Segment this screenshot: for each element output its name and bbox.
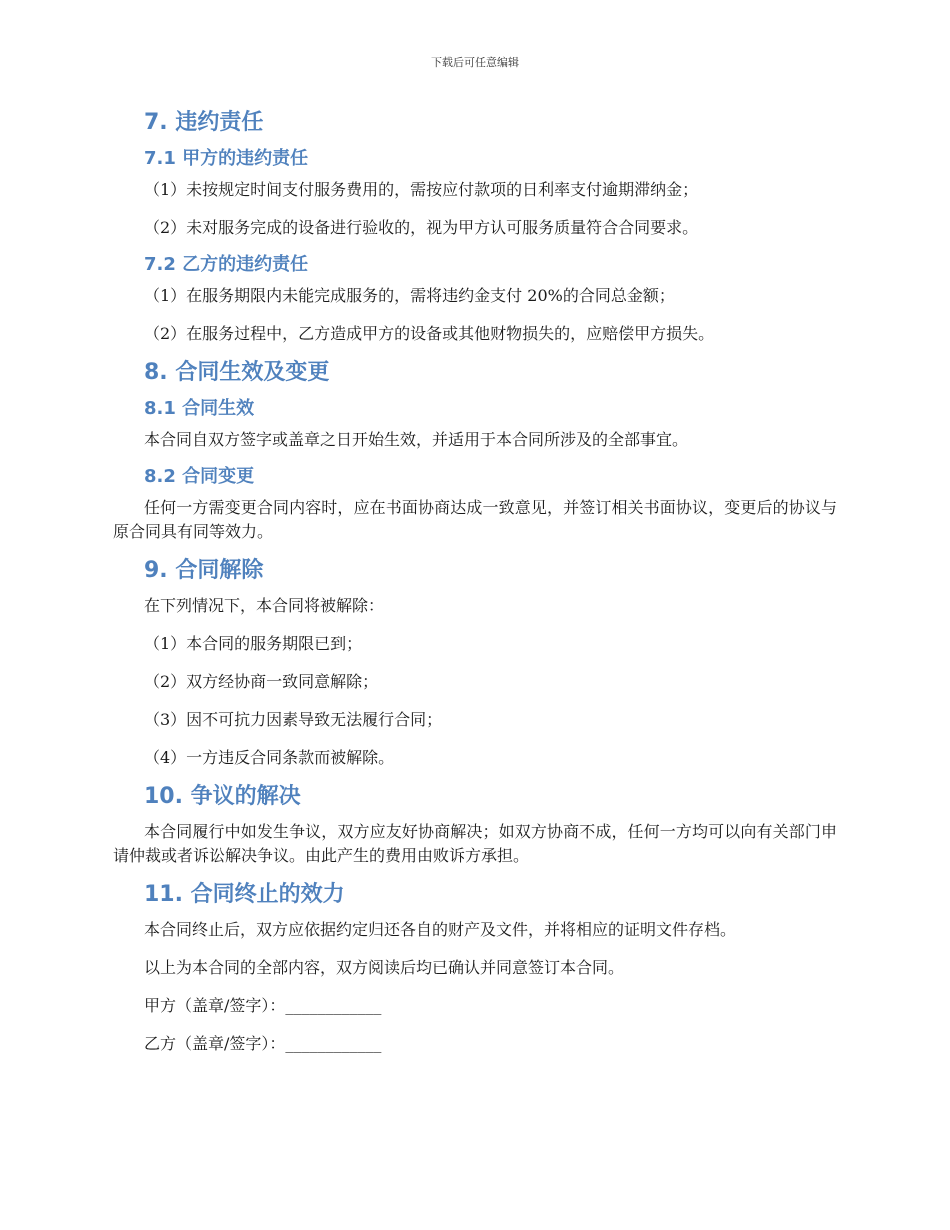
signature-party-a: 甲方（盖章/签字）：____________: [144, 996, 382, 1015]
section-9-title: 9. 合同解除: [144, 558, 264, 583]
section-9-item-2: （2）双方经协商一致同意解除；: [144, 672, 379, 691]
section-11-title: 11. 合同终止的效力: [144, 882, 345, 907]
section-9-item-1: （1）本合同的服务期限已到；: [144, 634, 363, 653]
section-7-1-item-1: （1）未按规定时间支付服务费用的，需按应付款项的日利率支付逾期滞纳金；: [144, 180, 699, 199]
section-7-2-item-2: （2）在服务过程中，乙方造成甲方的设备或其他财物损失的，应赔偿甲方损失。: [144, 324, 715, 343]
section-7-2-title: 7.2 乙方的违约责任: [144, 254, 309, 275]
section-8-2-text: 任何一方需变更合同内容时，应在书面协商达成一致意见，并签订相关书面协议，变更后的协议与原合同具有同等效力。: [113, 498, 837, 541]
section-7-2-item-1: （1）在服务期限内未能完成服务的，需将违约金支付 20%的合同总金额；: [144, 286, 675, 305]
section-7-title: 7. 违约责任: [144, 110, 264, 135]
closing-statement: 以上为本合同的全部内容，双方阅读后均已确认并同意签订本合同。: [144, 958, 625, 977]
section-10-title: 10. 争议的解决: [144, 784, 301, 809]
section-10-text: 本合同履行中如发生争议，双方应友好协商解决；如双方协商不成，任何一方均可以向有关部门申请仲裁或者诉讼解决争议。由此产生的费用由败诉方承担。: [113, 822, 837, 865]
section-9-intro: 在下列情况下，本合同将被解除：: [144, 596, 385, 615]
document-body: [113, 108, 837, 1056]
section-7-1-item-2: （2）未对服务完成的设备进行验收的，视为甲方认可服务质量符合合同要求。: [144, 218, 699, 237]
section-11-text: 本合同终止后，双方应依据约定归还各自的财产及文件，并将相应的证明文件存档。: [144, 920, 737, 939]
signature-party-b: 乙方（盖章/签字）：____________: [144, 1034, 382, 1053]
section-8-1-title: 8.1 合同生效: [144, 398, 255, 419]
section-9-item-4: （4）一方违反合同条款而被解除。: [144, 748, 395, 767]
section-8-2-title: 8.2 合同变更: [144, 466, 255, 487]
section-7-1-title: 7.1 甲方的违约责任: [144, 148, 309, 169]
section-9-item-3: （3）因不可抗力因素导致无法履行合同；: [144, 710, 443, 729]
section-8-1-text: 本合同自双方签字或盖章之日开始生效，并适用于本合同所涉及的全部事宜。: [144, 430, 689, 449]
page-header: 下载后可任意编辑: [431, 56, 519, 69]
section-8-title: 8. 合同生效及变更: [144, 360, 330, 385]
